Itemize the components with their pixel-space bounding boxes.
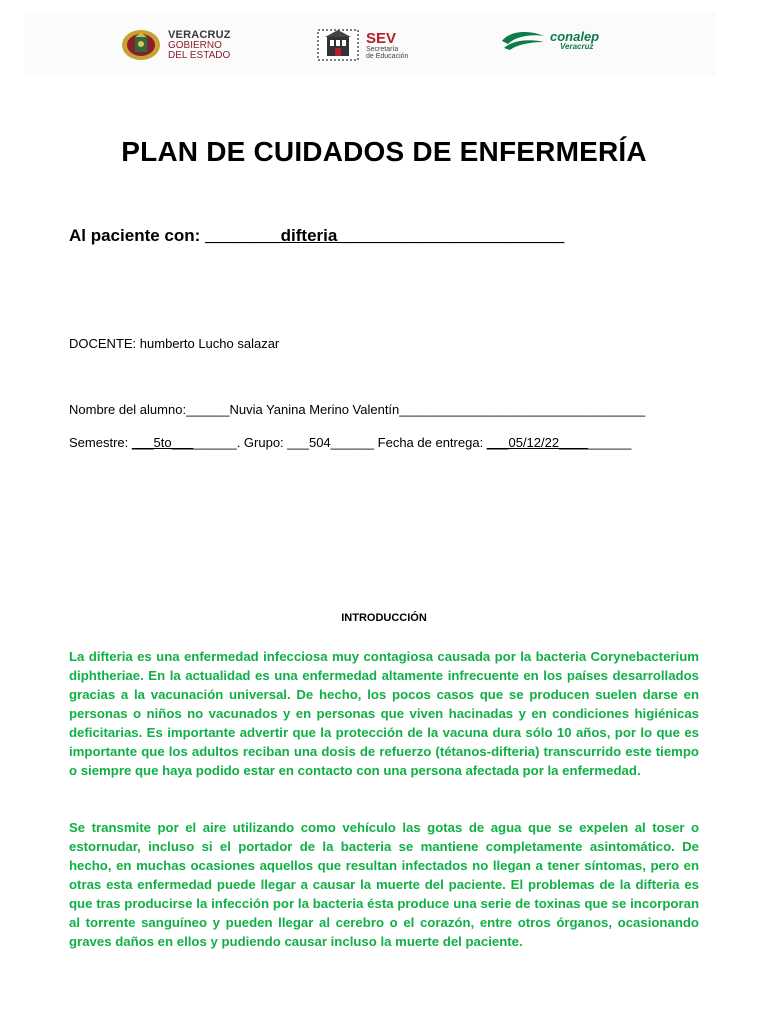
course-line (69, 435, 631, 450)
student-blank-3: __________________ (514, 402, 646, 417)
group-value: ___504______ (287, 435, 375, 450)
teacher-line: DOCENTE: humberto Lucho salazar (69, 336, 280, 351)
patient-diagnosis: ________difteria________________________ (205, 226, 565, 245)
sev-subtitle-2: de Educación (366, 52, 409, 60)
conalep-name: conalep (550, 28, 600, 44)
date-value: ___05/12/22____ (486, 435, 589, 450)
date-tail: ______ (588, 435, 632, 450)
student-line (69, 402, 645, 417)
veracruz-subtitle-1: GOBIERNO (168, 39, 222, 51)
student-label: Nombre del alumno: (69, 402, 187, 417)
student-name: Nuvia Yanina Merino Valentín (229, 402, 400, 417)
sev-name: SEV (366, 29, 397, 47)
semester-tail: ______. (193, 435, 244, 450)
patient-label: Al paciente con: (69, 226, 206, 245)
intro-heading: INTRODUCCIÓN (341, 612, 427, 624)
group-label: Grupo: (243, 435, 288, 450)
sev-building-icon (316, 28, 360, 62)
veracruz-name: VERACRUZ (168, 28, 231, 41)
veracruz-logo (120, 28, 231, 62)
conalep-logo (500, 28, 599, 52)
patient-line (69, 226, 564, 246)
conalep-swoosh-icon (500, 28, 546, 52)
intro-paragraph-1: La difteria es una enfermedad infecciosa muy contagiosa causada por la bacteria Corynebacterium diphtheriae. En la actualidad es una enfermedad altamente infrecuente en los países desarrollados gracias a la vacunación universal. De hecho, los pocos casos que se producen suelen darse en personas o niños no vacunados y en personas que viven hacinadas y en condiciones higiénicas deficitarias. Es importante advertir que la protección de la vacuna dura sólo 10 años, por lo que es importante que los adultos reciban una dosis de refuerzo (tétanos-difteria) transcurrido este tiempo o siempre que haya podido estar en contacto con una persona afectada por la enfermedad. (69, 649, 699, 778)
semester-value: ___5to___ (131, 435, 194, 450)
date-label: Fecha de entrega: (374, 435, 487, 450)
veracruz-seal-icon (120, 28, 162, 62)
student-blank-2: ________________ (399, 402, 515, 417)
semester-label: Semestre: (69, 435, 132, 450)
intro-paragraph-2: Se transmite por el aire utilizando como vehículo las gotas de agua que se expelen al toser o estornudar, incluso si el portador de la bacteria se mantiene completamente asintomático. De hecho, en muchas ocasiones aquellos que resultan infectados no llegan a tener síntomas, pero en otras esta enfermedad puede llegar a causar la muerte del paciente. El problemas de la difteria es que tras producirse la infección por la bacteria ésta produce una serie de toxinas que se incorporan al torrente sanguíneo y pueden llegar al cerebro o el corazón, entre otros órganos, ocasionando graves daños en ellos y pudiendo causar incluso la muerte del paciente. (69, 820, 699, 949)
document-title: PLAN DE CUIDADOS DE ENFERMERÍA (121, 136, 647, 167)
veracruz-subtitle-2: DEL ESTADO (168, 49, 231, 61)
student-blank-1: ______ (186, 402, 230, 417)
sev-subtitle-1: Secretaría (366, 45, 399, 53)
sev-logo (316, 28, 408, 62)
conalep-subtitle: Veracruz (560, 41, 594, 51)
